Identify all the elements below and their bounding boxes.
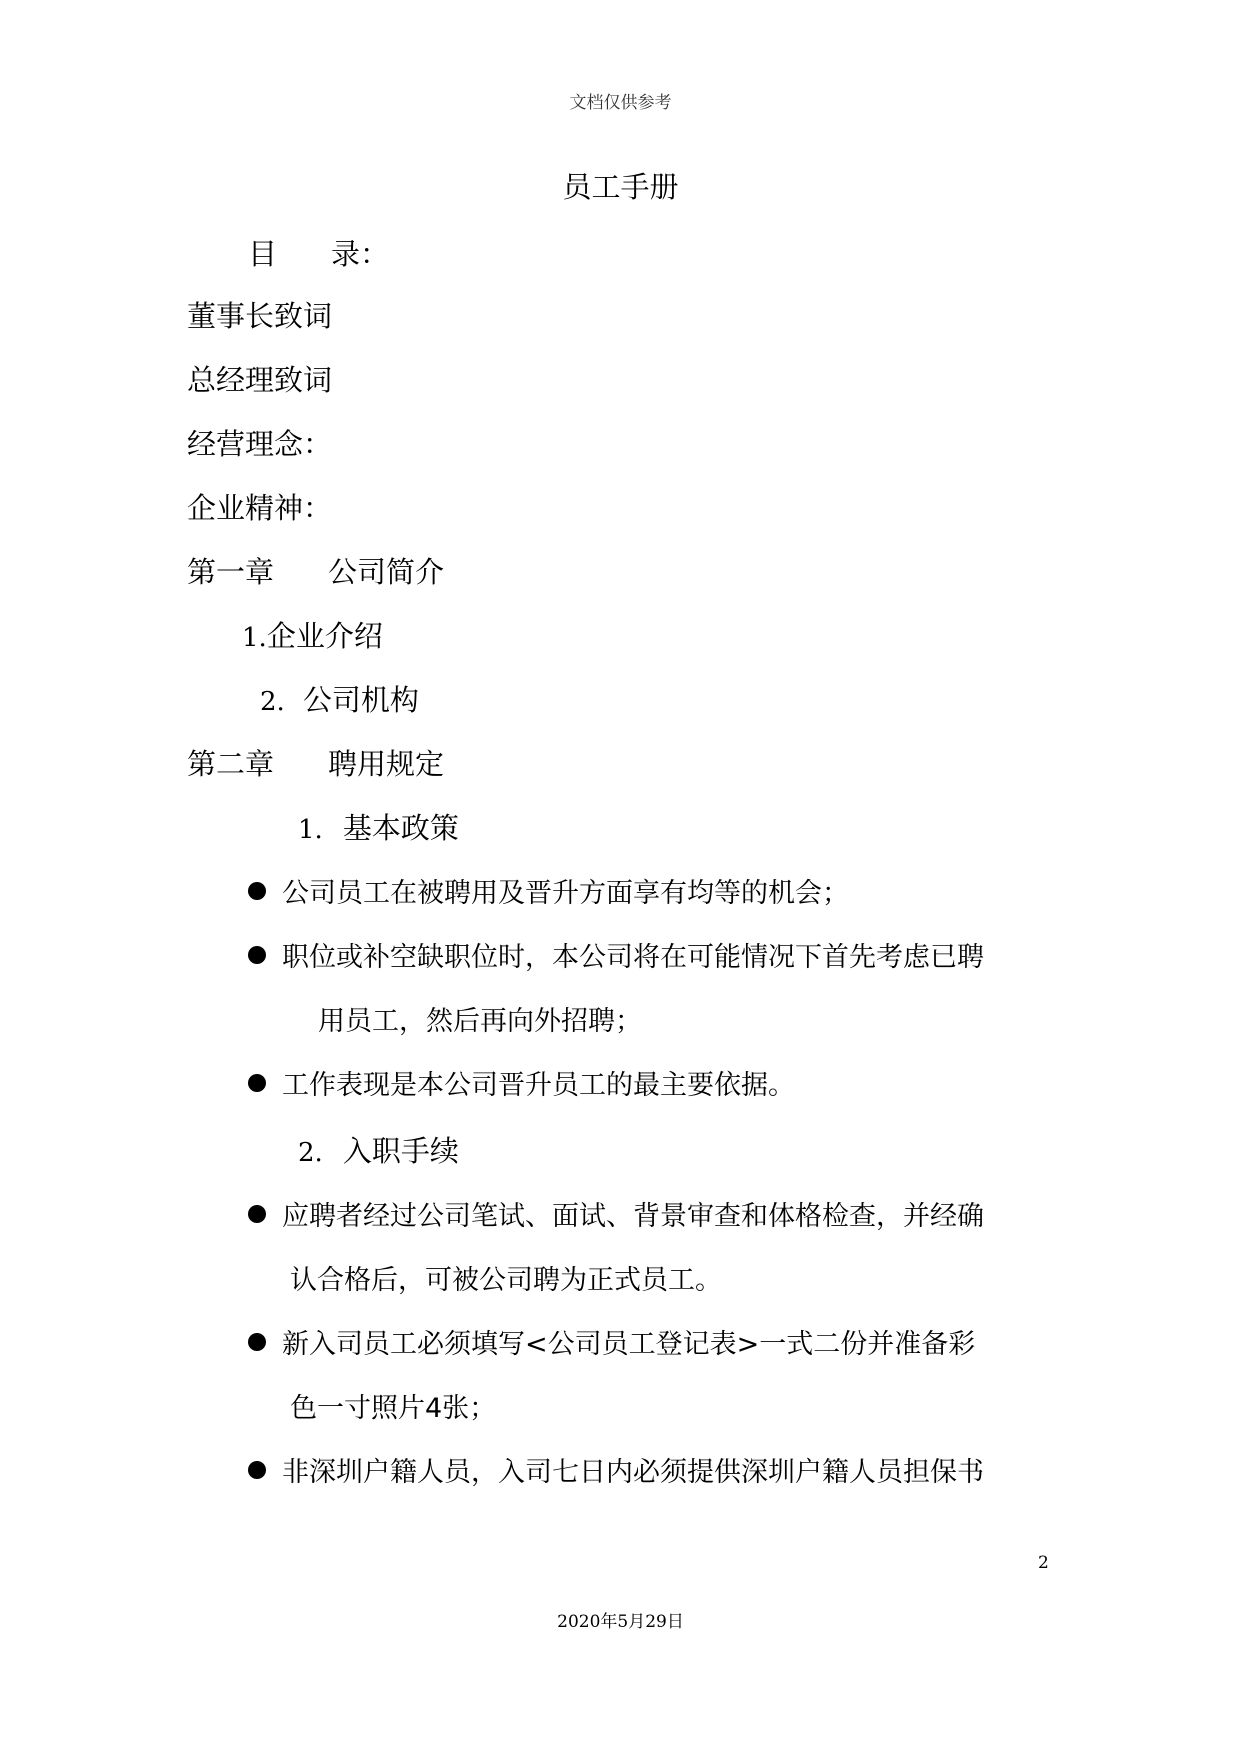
bullet-text: 应聘者经过公司笔试、面试、背景审查和体格检查，并经确 [282,1201,984,1232]
bullet-text: 职位或补空缺职位时，本公司将在可能情况下首先考虑已聘 [282,942,984,973]
chapter-1-section-2 [260,678,419,719]
chapter-2-label: 第二章 [187,747,275,781]
chapter-1-heading [187,550,444,591]
bullet-text: 工作表现是本公司晋升员工的最主要依据。 [282,1070,795,1101]
section-number: 2. [260,687,285,717]
bullet-text: 非深圳户籍人员，入司七日内必须提供深圳户籍人员担保书 [282,1457,984,1488]
section-title: 企业介绍 [266,619,383,653]
chapter-1-section-1 [242,614,383,655]
bullet-dot-icon [248,1333,266,1351]
section-title: 公司机构 [302,683,419,717]
bullet-text: 新入司员工必须填写<公司员工登记表>一式二份并准备彩 [282,1329,976,1360]
toc-item-gm: 总经理致词 [187,363,333,397]
section-number: 1. [242,623,267,653]
chapter-2-title: 聘用规定 [328,747,445,781]
bullet-dot-icon [248,1074,266,1092]
section-title: 入职手续 [342,1134,459,1168]
document-title: 员工手册 [562,170,679,204]
toc-item-chairman: 董事长致词 [187,299,333,333]
chapter-1-title: 公司简介 [328,555,445,589]
bullet-text-continuation: 认合格后，可被公司聘为正式员工。 [290,1265,722,1296]
bullet-text-continuation: 色一寸照片4张； [290,1393,497,1424]
toc-char-1: 目 [248,237,278,271]
toc-item-philosophy: 经营理念： [187,427,333,461]
chapter-2-heading [187,742,444,783]
page-header: 文档仅供参考 [569,93,672,113]
chapter-2-section-2 [298,1129,459,1170]
toc-item-spirit: 企业精神： [187,491,333,525]
bullet-text: 公司员工在被聘用及晋升方面享有均等的机会； [282,878,849,909]
chapter-1-label: 第一章 [187,555,275,589]
page-footer-date: 2020年5月29日 [557,1612,684,1632]
bullet-dot-icon [248,1461,266,1479]
page-number: 2 [1038,1553,1049,1573]
chapter-2-section-1 [298,806,459,847]
toc-char-2: 录： [331,237,390,271]
bullet-dot-icon [248,946,266,964]
toc-heading [248,232,389,273]
bullet-dot-icon [248,1205,266,1223]
bullet-dot-icon [248,882,266,900]
section-number: 1. [298,815,323,845]
section-title: 基本政策 [342,811,459,845]
section-number: 2. [298,1138,323,1168]
bullet-text-continuation: 用员工，然后再向外招聘； [318,1006,642,1037]
